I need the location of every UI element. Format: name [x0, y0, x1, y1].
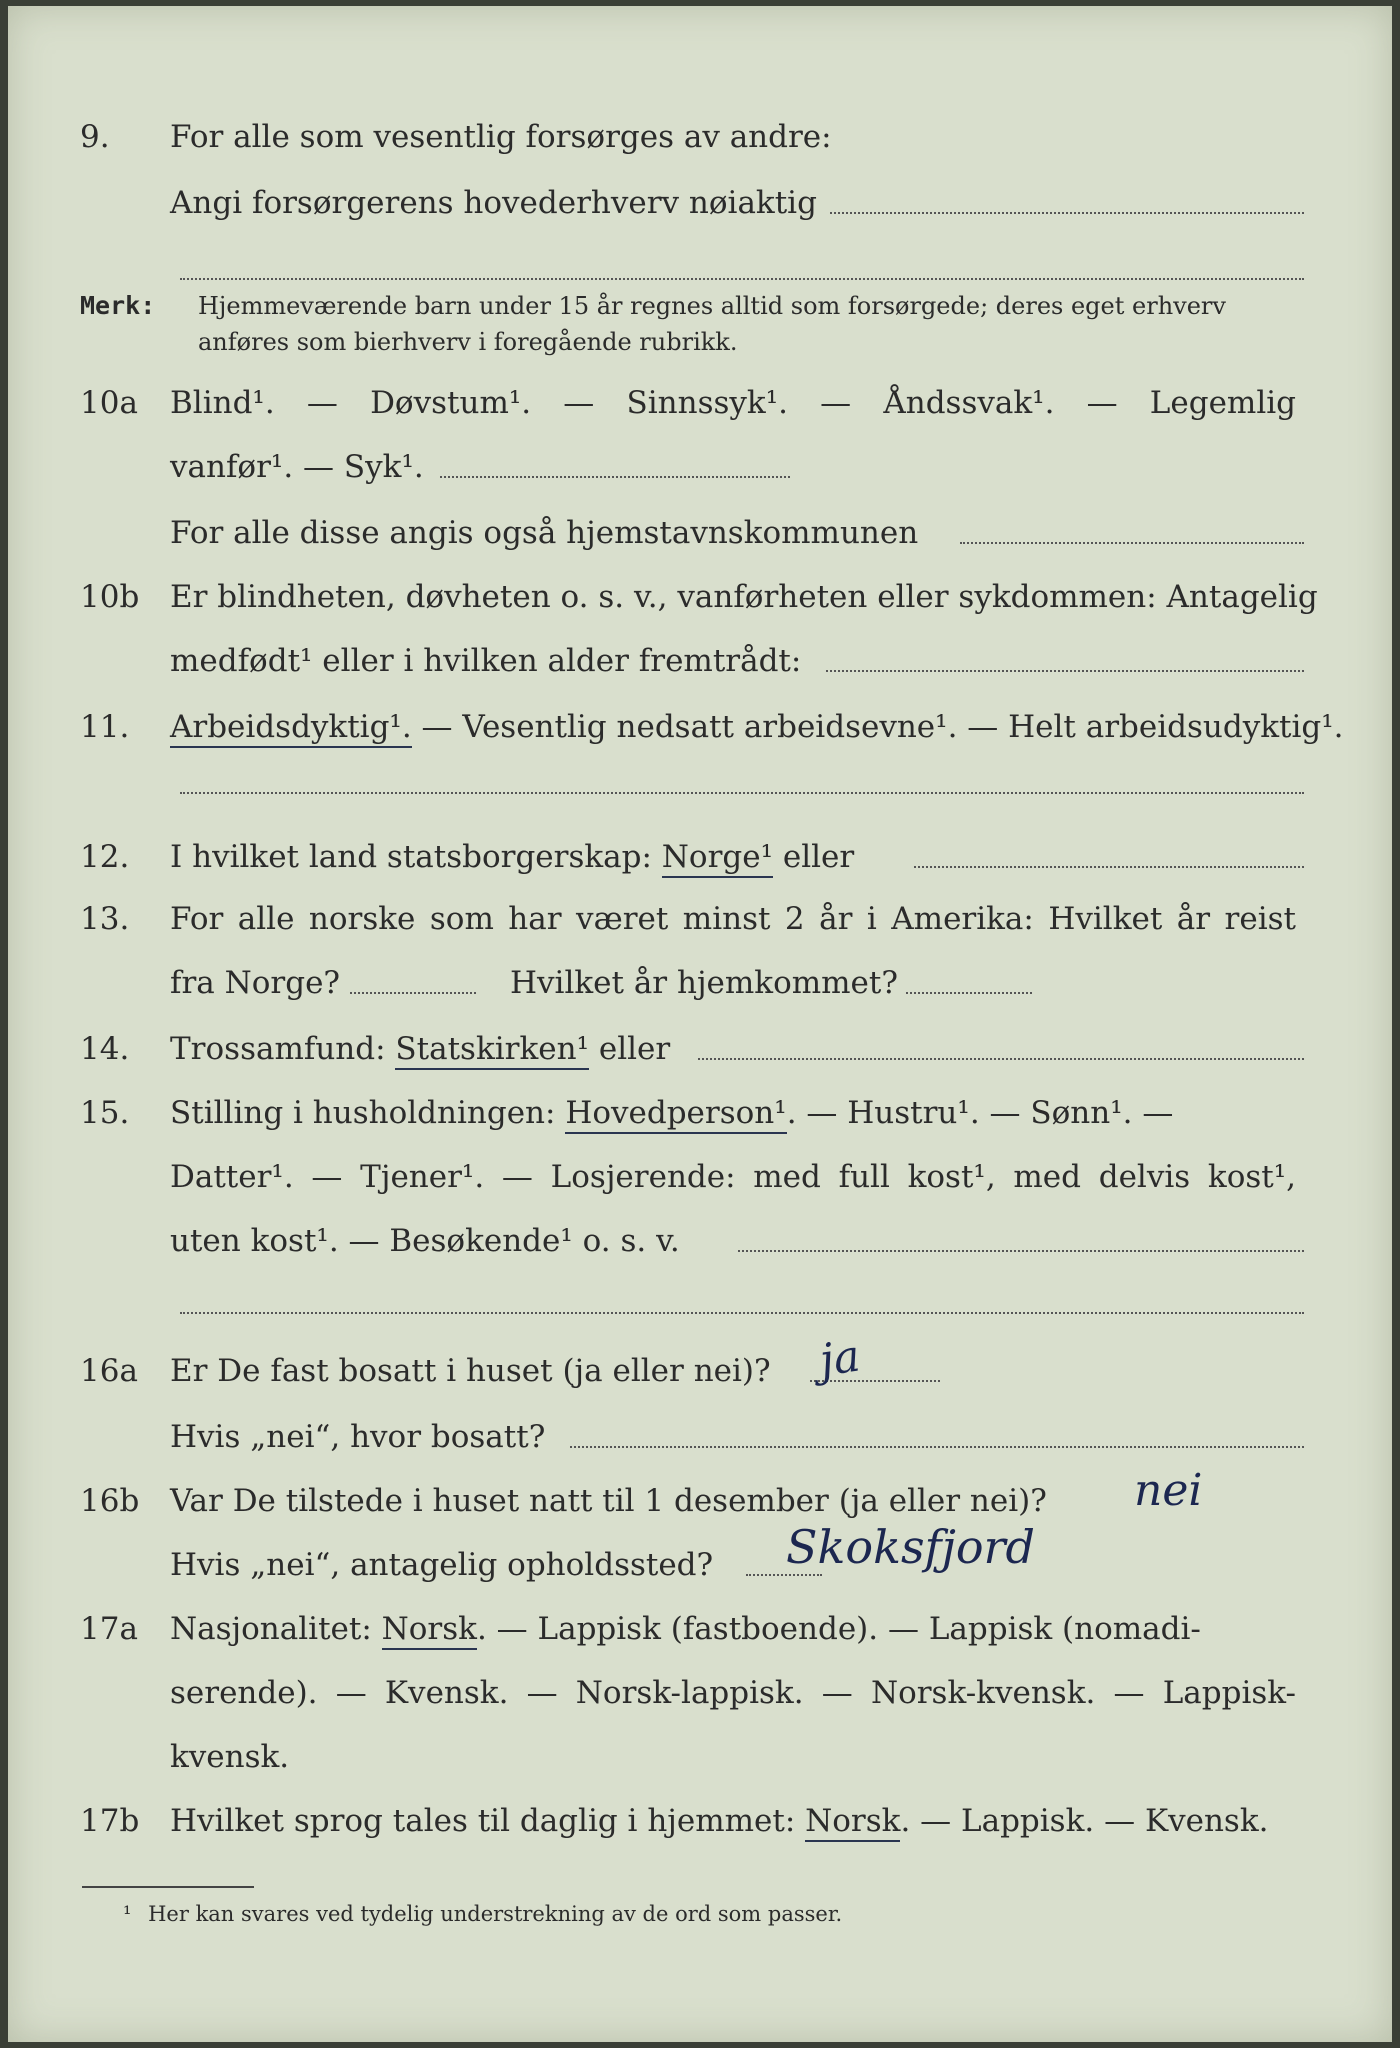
question-text: For alle disse angis også hjemstavnskommunen — [170, 515, 919, 551]
question-label: Stilling i husholdningen: — [170, 1095, 566, 1131]
question-number: 10b — [80, 579, 140, 615]
question-9 — [8, 112, 1392, 162]
handwritten-answer-16b-opholdssted: Skoksfjord — [786, 1520, 1035, 1574]
answer-line-9a[interactable] — [830, 212, 1304, 214]
question-number: 10a — [80, 385, 138, 421]
question-16a-line-2 — [8, 1412, 1392, 1462]
question-label: Trossamfund: — [170, 1031, 396, 1067]
question-10b-line-2 — [8, 636, 1392, 686]
answer-line-15a[interactable] — [738, 1250, 1304, 1252]
question-text: Hvis „nei“, antagelig opholdssted? — [170, 1547, 714, 1583]
question-text: fra Norge? — [170, 965, 341, 1001]
footnote-mark: ¹ — [123, 1902, 132, 1926]
question-10a-line-2 — [8, 442, 1392, 492]
answer-line-14[interactable] — [698, 1058, 1304, 1060]
question-text: Er blindheten, døvheten o. s. v., vanførheten eller sykdommen: Antagelig — [170, 579, 1318, 615]
answer-line-15b[interactable] — [180, 1312, 1304, 1314]
question-10b — [8, 572, 1392, 622]
question-number: 16b — [80, 1483, 140, 1519]
question-text: Var De tilstede i huset natt til 1 desember (ja eller nei)? — [170, 1483, 1047, 1519]
question-10a — [8, 378, 1392, 428]
question-number: 17b — [80, 1803, 140, 1839]
selected-option[interactable]: Statskirken¹ — [395, 1031, 589, 1070]
question-suffix: eller — [589, 1031, 671, 1067]
question-text — [170, 702, 1344, 752]
other-options: . — Lappisk. — Kvensk. — [900, 1803, 1269, 1839]
question-text: Blind¹. — Døvstum¹. — Sinnssyk¹. — Åndssvak¹. — Legemlig — [170, 385, 1296, 421]
selected-option[interactable]: Norsk — [805, 1803, 900, 1842]
question-17a-line-3 — [8, 1732, 1392, 1782]
question-number: 11. — [80, 709, 130, 745]
other-options: — Vesentlig nedsatt arbeidsevne¹. — Helt arbeidsudyktig¹. — [411, 709, 1344, 745]
question-label: Hvilket sprog tales til daglig i hjemmet: — [170, 1803, 806, 1839]
footnote — [123, 1899, 842, 1929]
question-text: Angi forsørgerens hovederhverv nøiaktig — [170, 185, 817, 221]
question-16b-line-2 — [8, 1540, 1392, 1590]
answer-line-16b-opholdssted[interactable] — [746, 1574, 822, 1576]
question-number: 13. — [80, 901, 130, 937]
answer-line-13-reist[interactable] — [350, 992, 476, 994]
handwritten-answer-16a: ja — [816, 1330, 864, 1387]
question-number: 15. — [80, 1095, 130, 1131]
answer-line-9b[interactable] — [180, 278, 1304, 280]
question-15-line-3 — [8, 1216, 1392, 1266]
question-16a — [8, 1346, 1392, 1396]
question-13 — [8, 894, 1392, 944]
question-label: Nasjonalitet: — [170, 1611, 382, 1647]
question-12 — [8, 832, 1392, 882]
question-text — [170, 1604, 1296, 1654]
question-number: 14. — [80, 1031, 130, 1067]
selected-option[interactable]: Norsk — [382, 1611, 477, 1650]
question-text: Hvilket år hjemkommet? — [510, 965, 898, 1001]
note-text: Hjemmeværende barn under 15 år regnes alltid som forsørgede; deres eget erhverv anføres som bierhverv i foregående rubrikk. — [198, 292, 1226, 356]
note-label: Merk: — [80, 291, 156, 320]
question-15 — [8, 1088, 1392, 1138]
question-number: 16a — [80, 1353, 138, 1389]
question-text: uten kost¹. — Besøkende¹ o. s. v. — [170, 1223, 680, 1259]
other-options: . — Hustru¹. — Sønn¹. — — [786, 1095, 1174, 1131]
question-text: For alle norske som har været minst 2 år i Amerika: Hvilket år reist — [170, 901, 1296, 937]
question-text: Hvis „nei“, hvor bosatt? — [170, 1419, 546, 1455]
footnote-rule — [82, 1886, 254, 1888]
question-15-line-2 — [8, 1152, 1392, 1202]
question-17a — [8, 1604, 1392, 1654]
other-options: . — Lappisk (fastboende). — Lappisk (nomadi- — [476, 1611, 1201, 1647]
answer-line-11[interactable] — [180, 792, 1304, 794]
answer-line-10b[interactable] — [826, 670, 1304, 672]
question-text — [170, 1024, 670, 1074]
question-suffix: eller — [773, 839, 855, 875]
selected-option[interactable]: Norge¹ — [662, 839, 773, 878]
question-17b — [8, 1796, 1392, 1846]
question-text — [170, 832, 854, 882]
answer-line-16a-bosatt[interactable] — [570, 1446, 1304, 1448]
question-10a-line-3 — [8, 508, 1392, 558]
question-text: serende). — Kvensk. — Norsk-lappisk. — Norsk-kvensk. — Lappisk- — [170, 1675, 1296, 1711]
question-text: Er De fast bosatt i huset (ja eller nei)? — [170, 1353, 771, 1389]
question-text: kvensk. — [170, 1739, 290, 1775]
census-form-page — [8, 6, 1392, 2042]
question-13-line-2 — [8, 958, 1392, 1008]
question-number: 12. — [80, 839, 130, 875]
question-text: medfødt¹ eller i hvilken alder fremtrådt: — [170, 643, 802, 679]
handwritten-answer-16b-tilstede: nei — [1134, 1465, 1203, 1516]
question-text: Datter¹. — Tjener¹. — Losjerende: med full kost¹, med delvis kost¹, — [170, 1159, 1296, 1195]
question-9-line-2 — [8, 178, 1392, 228]
footnote-text: Her kan svares ved tydelig understrekning av de ord som passer. — [148, 1902, 843, 1926]
question-11 — [8, 702, 1392, 752]
question-text: For alle som vesentlig forsørges av andre: — [170, 119, 832, 155]
selected-option[interactable]: Hovedperson¹ — [565, 1095, 786, 1134]
answer-line-10a-syk[interactable] — [440, 476, 790, 478]
answer-line-12[interactable] — [914, 866, 1304, 868]
question-number: 9. — [80, 119, 110, 155]
answer-line-13-hjemkommet[interactable] — [906, 992, 1032, 994]
question-text: vanfør¹. — Syk¹. — [170, 449, 424, 485]
question-label: I hvilket land statsborgerskap: — [170, 839, 662, 875]
question-14 — [8, 1024, 1392, 1074]
question-number: 17a — [80, 1611, 138, 1647]
selected-option[interactable]: Arbeidsdyktig¹. — [170, 709, 412, 748]
answer-line-10a-kommune[interactable] — [960, 542, 1304, 544]
question-text — [170, 1088, 1296, 1138]
question-17a-line-2 — [8, 1668, 1392, 1718]
question-text — [170, 1796, 1296, 1846]
